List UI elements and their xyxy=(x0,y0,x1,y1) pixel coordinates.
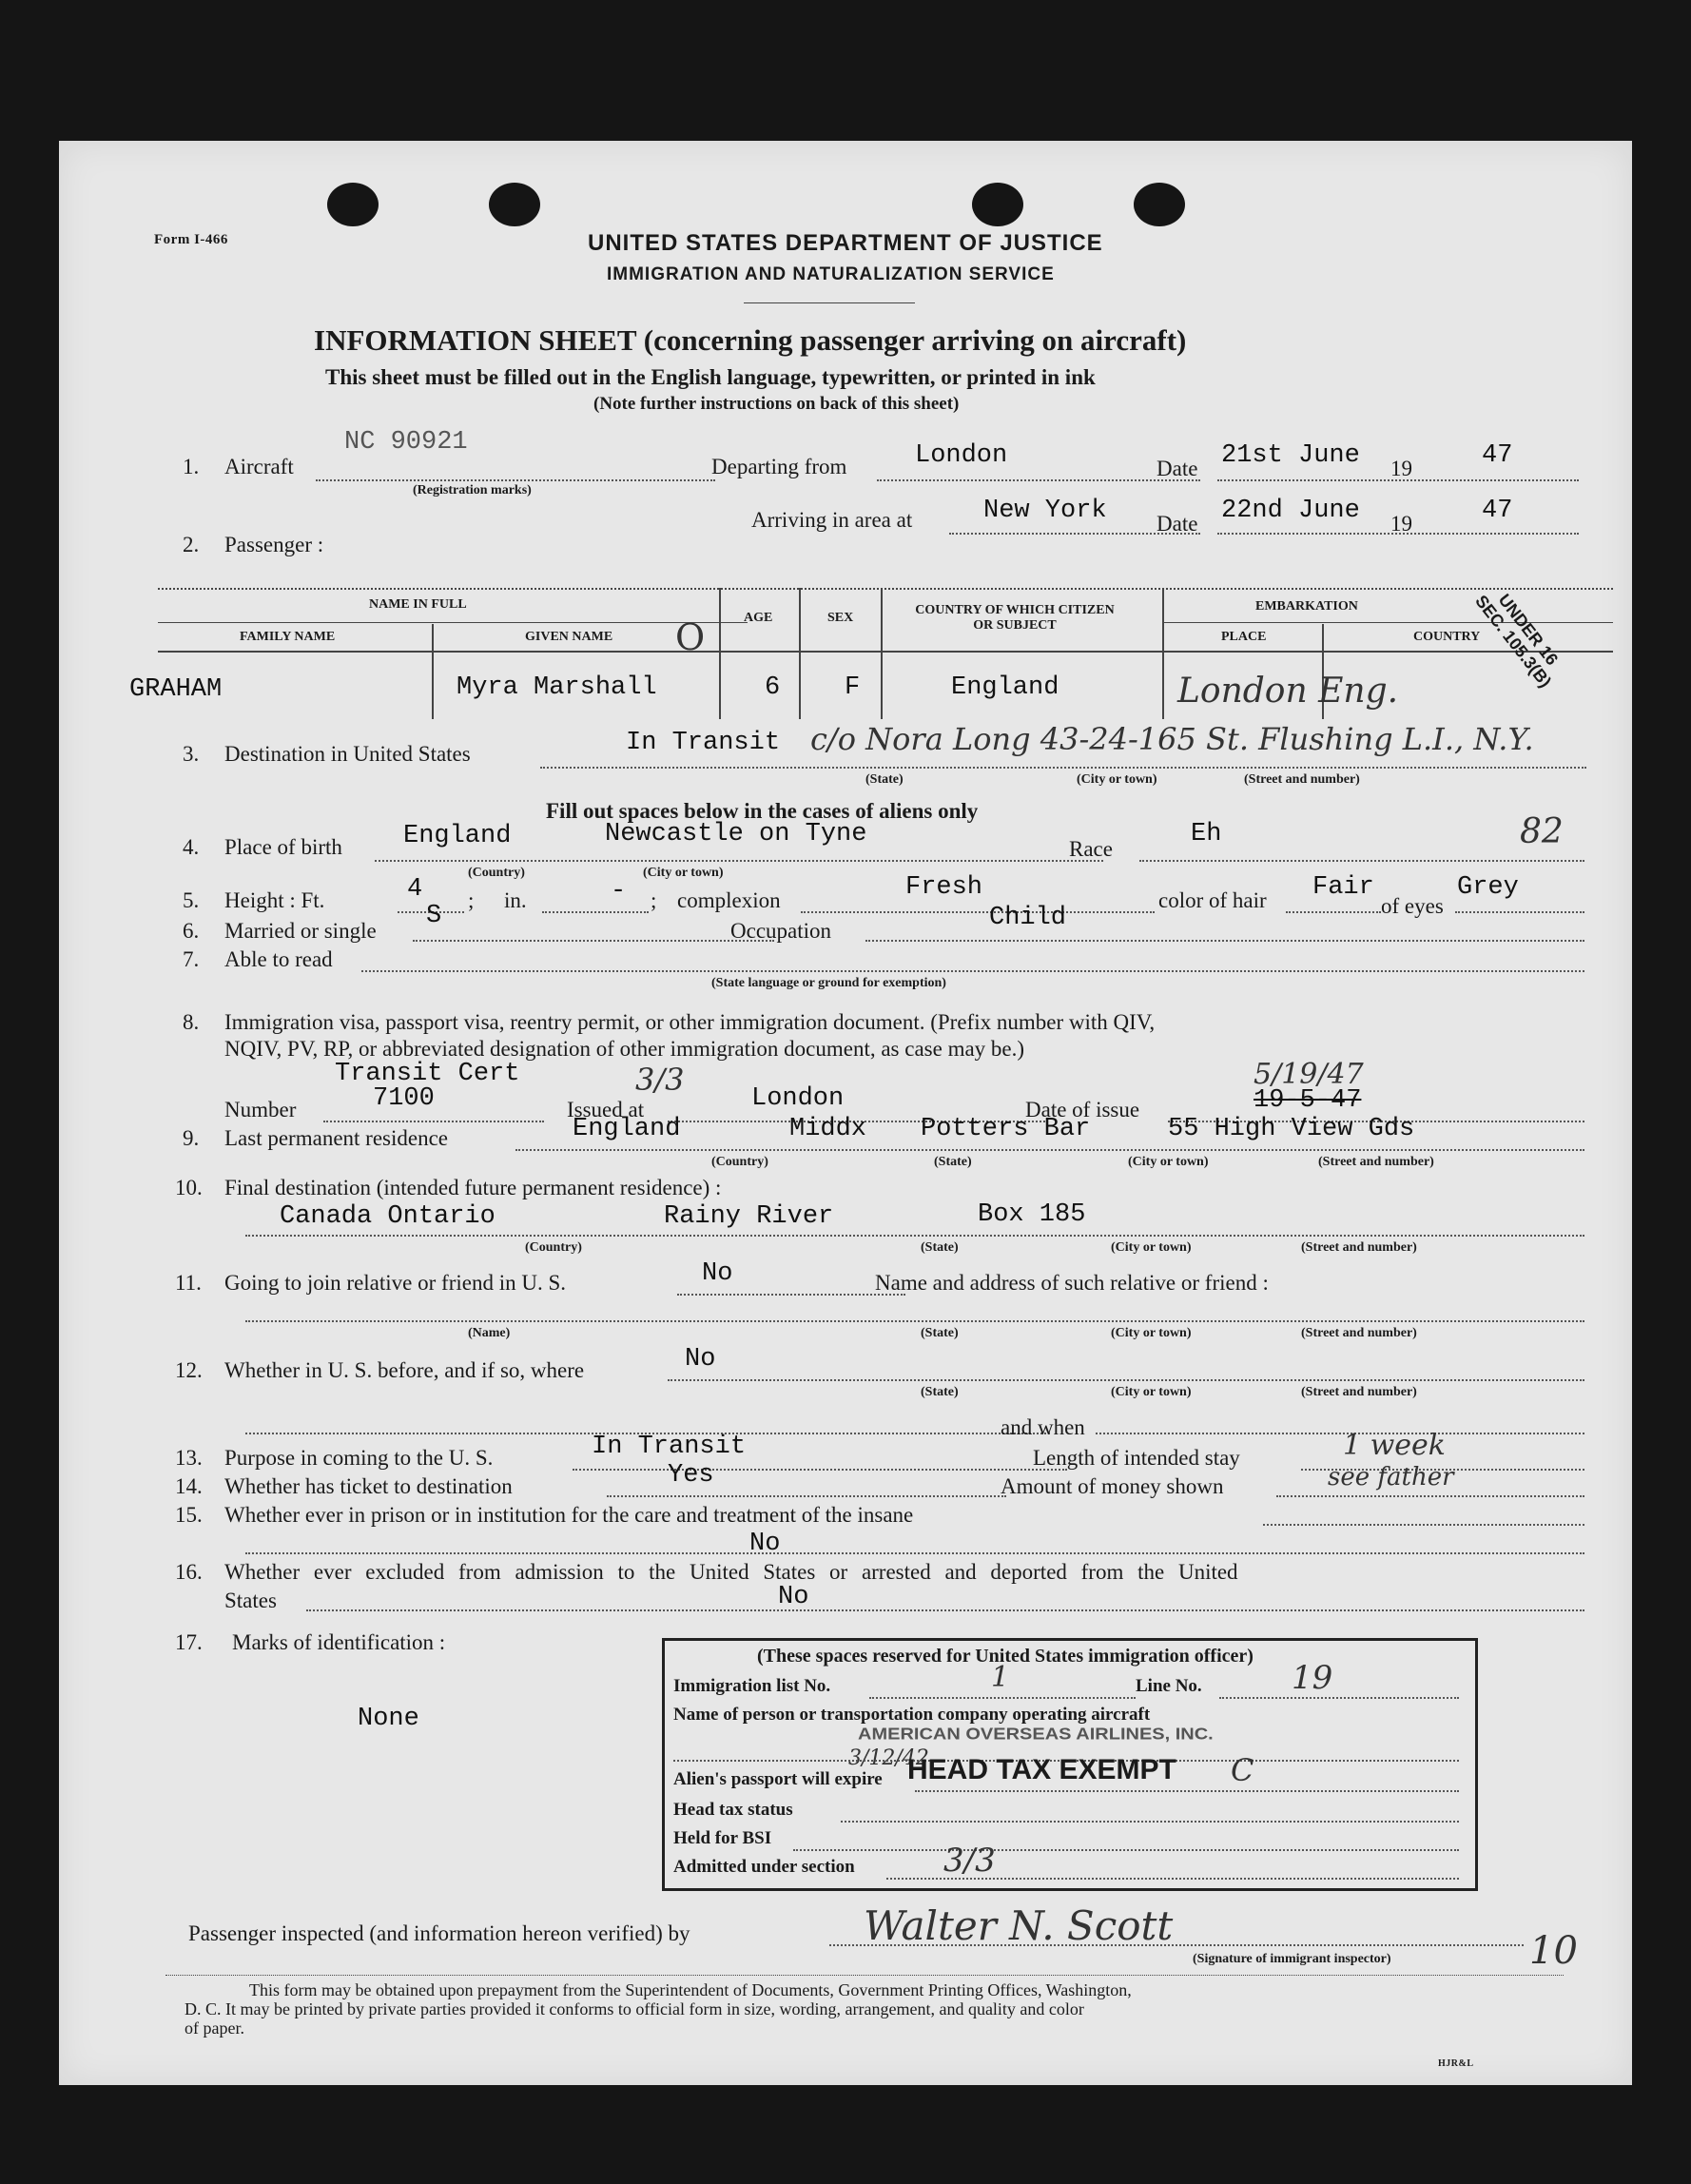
language-note: (State language or ground for exemption) xyxy=(711,976,946,990)
ticket-value[interactable]: Yes xyxy=(668,1461,714,1490)
marital-value[interactable]: S xyxy=(426,902,442,930)
excluded-value[interactable]: No xyxy=(778,1583,809,1611)
date-of-issue-handwritten: 5/19/47 xyxy=(1254,1058,1364,1091)
form-sheet xyxy=(59,141,1632,2085)
aliens-only-heading: Fill out spaces below in the cases of aliens only xyxy=(546,799,979,823)
stay-label: Length of intended stay xyxy=(1033,1446,1240,1470)
item-number: 6. xyxy=(183,919,200,943)
final-street[interactable]: Box 185 xyxy=(978,1200,1086,1229)
height-in-line xyxy=(542,911,649,913)
footer-text: of paper. xyxy=(185,2018,244,2038)
table-sub-rule xyxy=(158,622,748,623)
header-note: (Note further instructions on back of this sheet) xyxy=(593,394,960,414)
head-tax-stamp: HEAD TAX EXEMPT xyxy=(907,1754,1176,1785)
inspection-label: Passenger inspected (and information hereon verified) by xyxy=(188,1921,690,1945)
able-to-read-line xyxy=(361,970,1584,972)
join-relative-label: Going to join relative or friend in U. S. xyxy=(224,1271,566,1295)
identification-value[interactable]: None xyxy=(358,1705,419,1733)
name-in-full-header: NAME IN FULL xyxy=(369,597,467,612)
last-residence-line xyxy=(515,1149,1584,1151)
given-name-header: GIVEN NAME xyxy=(525,630,613,644)
relative-address-line xyxy=(245,1320,1584,1322)
height-in[interactable]: - xyxy=(611,877,627,906)
birth-city[interactable]: Newcastle on Tyne xyxy=(605,820,867,848)
race-value[interactable]: Eh xyxy=(1191,820,1222,848)
street-note: (Street and number) xyxy=(1318,1155,1434,1169)
service-name: IMMIGRATION AND NATURALIZATION SERVICE xyxy=(607,264,1055,284)
registration-note: (Registration marks) xyxy=(413,483,532,497)
item-number: 3. xyxy=(183,742,200,766)
item-number: 14. xyxy=(175,1474,203,1498)
state-note: (State) xyxy=(934,1155,972,1169)
relative-address-label: Name and address of such relative or friend : xyxy=(875,1271,1269,1295)
margin-note: 82 xyxy=(1520,812,1564,851)
excluded-line xyxy=(306,1609,1584,1611)
officer-box-header: (These spaces reserved for United States immigration officer) xyxy=(757,1646,1254,1667)
aircraft-line xyxy=(316,479,715,481)
line-no-line xyxy=(1219,1697,1459,1699)
city-note: (City or town) xyxy=(1077,772,1157,787)
city-note: (City or town) xyxy=(1111,1240,1192,1255)
bsi-line xyxy=(793,1849,1459,1851)
eyes-label: of eyes xyxy=(1381,894,1444,918)
hair-label: color of hair xyxy=(1158,888,1267,912)
table-top-rule xyxy=(158,588,1613,590)
item-number: 2. xyxy=(183,533,200,556)
company-stamp: AMERICAN OVERSEAS AIRLINES, INC. xyxy=(858,1725,1214,1744)
document-number[interactable]: 7100 xyxy=(373,1084,435,1113)
margin-number: 10 xyxy=(1529,1929,1578,1973)
immigration-list-value[interactable]: 1 xyxy=(991,1661,1010,1694)
complexion-value[interactable]: Fresh xyxy=(905,873,983,902)
age-value[interactable]: 6 xyxy=(765,673,781,702)
city-note: (City or town) xyxy=(643,866,724,880)
passport-expire-label: Alien's passport will expire xyxy=(673,1769,883,1789)
number-label: Number xyxy=(224,1098,297,1121)
punch-hole xyxy=(489,183,540,226)
city-note: (City or town) xyxy=(1111,1326,1192,1340)
residence-country[interactable]: England xyxy=(573,1115,681,1143)
arrival-date-label: Date xyxy=(1156,512,1198,536)
bsi-label: Held for BSI xyxy=(673,1828,772,1848)
company-label: Name of person or transportation company operating aircraft xyxy=(673,1705,1151,1725)
able-to-read-label: Able to read xyxy=(224,947,333,971)
date-of-issue-label: Date of issue xyxy=(1025,1098,1140,1121)
money-line xyxy=(1276,1495,1584,1497)
purpose-label: Purpose in coming to the U. S. xyxy=(224,1446,494,1470)
header-rule xyxy=(744,302,915,303)
join-relative-value[interactable]: No xyxy=(702,1259,733,1288)
prison-line xyxy=(1263,1524,1584,1526)
birthplace-line xyxy=(375,860,1103,862)
item-number: 7. xyxy=(183,947,200,971)
stay-value[interactable]: 1 week xyxy=(1343,1429,1446,1462)
purpose-line xyxy=(573,1469,1067,1471)
complexion-label: complexion xyxy=(677,888,781,912)
year-prefix: 19 xyxy=(1390,457,1412,480)
footer-rule xyxy=(165,1975,1564,1976)
family-name-value[interactable]: GRAHAM xyxy=(129,675,223,704)
signature-note: (Signature of immigrant inspector) xyxy=(1193,1952,1391,1966)
date-label: Date xyxy=(1156,457,1198,480)
punch-hole xyxy=(1134,183,1185,226)
previous-visit-label: Whether in U. S. before, and if so, where xyxy=(224,1358,585,1382)
complexion-line xyxy=(801,911,1155,913)
table-col-rule xyxy=(432,624,434,719)
place-header: PLACE xyxy=(1221,630,1267,644)
item-number: 17. xyxy=(175,1630,203,1654)
passenger-label: Passenger : xyxy=(224,533,324,556)
issued-at-value[interactable]: London xyxy=(751,1084,845,1113)
line-no-value[interactable]: 19 xyxy=(1292,1659,1333,1697)
number-line xyxy=(323,1121,544,1122)
immigration-list-label: Immigration list No. xyxy=(673,1676,831,1696)
arrival-date[interactable]: 22nd June xyxy=(1221,497,1360,525)
issued-at-label: Issued at xyxy=(567,1098,645,1121)
country-note: (Country) xyxy=(525,1240,582,1255)
embarkation-header: EMBARKATION xyxy=(1255,599,1358,614)
age-header: AGE xyxy=(744,611,773,625)
excluded-label: Whether ever excluded from admission to the United States or arrested and deported from the United xyxy=(224,1560,1238,1584)
occupation-label: Occupation xyxy=(730,919,832,943)
prison-line xyxy=(245,1552,1584,1554)
state-note: (State) xyxy=(921,1385,959,1399)
excluded-label: States xyxy=(224,1589,277,1612)
line-no-label: Line No. xyxy=(1136,1676,1202,1696)
form-number: Form I-466 xyxy=(154,232,228,247)
table-col-rule xyxy=(719,588,721,719)
hair-line xyxy=(1286,911,1381,913)
final-destination-label: Final destination (intended future permanent residence) : xyxy=(224,1176,722,1199)
arriving-label: Arriving in area at xyxy=(751,508,913,532)
date-of-issue-value[interactable]: 19-5-47 xyxy=(1254,1086,1362,1115)
departing-line xyxy=(877,479,1200,481)
money-value[interactable]: see father xyxy=(1328,1463,1454,1492)
residence-state[interactable]: Middx xyxy=(789,1115,867,1143)
race-line xyxy=(1139,860,1584,862)
item-number: 8. xyxy=(183,1010,200,1034)
semicolon: ; xyxy=(651,888,657,912)
admitted-label: Admitted under section xyxy=(673,1857,855,1877)
arrival-year-prefix: 19 xyxy=(1390,512,1412,536)
immigration-list-line xyxy=(869,1697,1136,1699)
street-note: (Street and number) xyxy=(1301,1385,1417,1399)
height-ft[interactable]: 4 xyxy=(407,875,423,904)
ticket-label: Whether has ticket to destination xyxy=(224,1474,513,1498)
join-relative-line xyxy=(677,1294,905,1296)
arriving-value[interactable]: New York xyxy=(983,497,1107,525)
item-number: 12. xyxy=(175,1358,203,1382)
item-number: 10. xyxy=(175,1176,203,1199)
final-city[interactable]: Rainy River xyxy=(664,1202,834,1231)
previous-visit-line xyxy=(668,1379,1584,1381)
item-number: 5. xyxy=(183,888,200,912)
occupation-value[interactable]: Child xyxy=(989,904,1067,932)
table-sub-rule xyxy=(1162,622,1613,623)
prison-value[interactable]: No xyxy=(749,1530,781,1558)
height-label: Height : Ft. xyxy=(224,888,325,912)
item-number: 11. xyxy=(175,1271,202,1295)
birthplace-label: Place of birth xyxy=(224,835,342,859)
passport-expire-line xyxy=(915,1790,1459,1792)
name-note: (Name) xyxy=(468,1326,511,1340)
item-number: 15. xyxy=(175,1503,203,1527)
city-note: (City or town) xyxy=(1128,1155,1209,1169)
family-name-header: FAMILY NAME xyxy=(240,630,336,644)
table-col-rule xyxy=(799,588,801,719)
state-note: (State) xyxy=(921,1240,959,1255)
issued-handwritten: 3/3 xyxy=(635,1062,685,1098)
eyes-value[interactable]: Grey xyxy=(1457,873,1519,902)
hair-value[interactable]: Fair xyxy=(1312,873,1374,902)
destination-label: Destination in United States xyxy=(224,742,471,766)
residence-street[interactable]: 55 High View Gds xyxy=(1168,1115,1415,1143)
item-number: 1. xyxy=(183,455,200,478)
prison-label: Whether ever in prison or in institution for the care and treatment of the insane xyxy=(224,1503,914,1527)
item-number: 4. xyxy=(183,835,200,859)
page-subtitle: This sheet must be filled out in the English language, typewritten, or printed in ink xyxy=(325,365,1096,389)
aircraft-label: Aircraft xyxy=(224,455,294,478)
item-number: 16. xyxy=(175,1560,203,1584)
previous-visit-value[interactable]: No xyxy=(685,1345,716,1374)
under-16-stamp: UNDER 16 SEC. 105.3(B) xyxy=(1471,590,1563,692)
table-col-rule xyxy=(881,588,883,719)
printer-code: HJR&L xyxy=(1438,2058,1474,2069)
head-tax-label: Head tax status xyxy=(673,1800,793,1820)
punch-hole xyxy=(327,183,379,226)
handwritten-mark: O xyxy=(675,616,706,658)
birth-country[interactable]: England xyxy=(403,822,512,850)
street-note: (Street and number) xyxy=(1301,1326,1417,1340)
city-note: (City or town) xyxy=(1111,1385,1192,1399)
last-residence-label: Last permanent residence xyxy=(224,1126,448,1150)
citizen-country-value[interactable]: England xyxy=(951,673,1059,702)
eyes-line xyxy=(1455,911,1584,913)
given-name-value[interactable]: Myra Marshall xyxy=(457,673,657,702)
item-number: 13. xyxy=(175,1446,203,1470)
country-note: (Country) xyxy=(468,866,525,880)
country-header: COUNTRY OF WHICH CITIZEN OR SUBJECT xyxy=(915,603,1115,633)
destination-handwritten[interactable]: c/o Nora Long 43-24-165 St. Flushing L.I., N.Y. xyxy=(810,721,1534,757)
final-destination-line xyxy=(245,1235,1584,1237)
street-note: (Street and number) xyxy=(1244,772,1360,787)
race-label: Race xyxy=(1069,837,1113,861)
sex-value[interactable]: F xyxy=(845,673,861,702)
departing-label: Departing from xyxy=(711,455,847,478)
footer-text: This form may be obtained upon prepayment from the Superintendent of Documents, Government Printing Offices, Washington, xyxy=(249,1980,1132,1999)
final-country[interactable]: Canada Ontario xyxy=(280,1202,496,1231)
height-in-label: ; xyxy=(468,888,475,912)
when-line xyxy=(1096,1433,1584,1434)
table-header-rule xyxy=(158,651,1613,653)
inspector-signature[interactable]: Walter N. Scott xyxy=(864,1902,1174,1949)
department-name: UNITED STATES DEPARTMENT OF JUSTICE xyxy=(588,230,1103,256)
height-in-label: in. xyxy=(504,888,527,912)
money-label: Amount of money shown xyxy=(1001,1474,1224,1498)
table-col-rule xyxy=(1162,588,1164,719)
residence-city[interactable]: Potters Bar xyxy=(921,1115,1091,1143)
ticket-line xyxy=(607,1495,1006,1497)
emb-country-header: COUNTRY xyxy=(1413,630,1481,644)
stamp-mark: C xyxy=(1231,1752,1254,1788)
head-tax-line xyxy=(841,1821,1459,1823)
departing-value[interactable]: London xyxy=(915,441,1008,470)
document-type[interactable]: Transit Cert xyxy=(335,1060,520,1088)
footer-text: D. C. It may be printed by private parties provided it conforms to official form in size, wording, arrangement, and quality and color xyxy=(185,1999,1084,2018)
marital-label: Married or single xyxy=(224,919,377,943)
document-instructions: NQIV, PV, RP, or abbreviated designation of other immigration document, as case may be.) xyxy=(224,1037,1025,1061)
street-note: (Street and number) xyxy=(1301,1240,1417,1255)
page-title: INFORMATION SHEET (concerning passenger arriving on aircraft) xyxy=(314,323,1187,357)
sex-header: SEX xyxy=(827,611,854,625)
arrival-year[interactable]: 47 xyxy=(1482,497,1513,525)
destination-line xyxy=(540,767,1586,769)
and-when-label: and when xyxy=(1001,1415,1085,1439)
company-handwritten: 3/12/42 xyxy=(848,1746,929,1770)
marital-line xyxy=(413,940,774,942)
admitted-value[interactable]: 3/3 xyxy=(943,1842,996,1880)
destination-value[interactable]: In Transit xyxy=(626,729,781,757)
departure-date[interactable]: 21st June xyxy=(1221,441,1360,470)
item-number: 9. xyxy=(183,1126,200,1150)
aircraft-value[interactable]: NC 90921 xyxy=(344,428,468,457)
punch-hole xyxy=(972,183,1023,226)
state-note: (State) xyxy=(921,1326,959,1340)
country-note: (Country) xyxy=(711,1155,768,1169)
state-note: (State) xyxy=(865,772,904,787)
document-instructions: Immigration visa, passport visa, reentry permit, or other immigration document. (Prefix number with QIV, xyxy=(224,1010,1156,1034)
departure-year[interactable]: 47 xyxy=(1482,441,1513,470)
occupation-line xyxy=(865,940,1584,942)
identification-label: Marks of identification : xyxy=(232,1630,446,1654)
purpose-value[interactable]: In Transit xyxy=(592,1433,747,1461)
embarkation-place-value[interactable]: London Eng. xyxy=(1177,672,1399,711)
